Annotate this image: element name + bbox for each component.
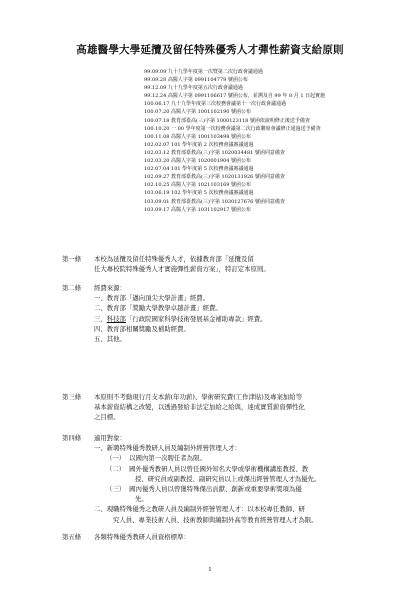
article-body <box>94 283 378 344</box>
article-label: 第四條 <box>62 434 82 442</box>
history-line: 103.06.19 102 學年度第 5 次校務會議審議通過 <box>144 190 254 197</box>
history-line: 99.09.28 高醫人字第 0991104779 號函公布 <box>144 77 248 84</box>
document-title: 高雄醫學大學延攬及留任特殊優秀人才彈性薪資支給原則 <box>76 44 344 56</box>
funding-item-2: 二、教育部「獎勵大學教學卓越計畫」經費。 <box>94 304 222 313</box>
history-line: 102.03.20 高醫人字第 1020001904 號函公布 <box>144 158 252 165</box>
subsection-2: 二、現職特殊優秀之教研人員及編制外經營管理人才：以本校專任教師、研 <box>94 505 305 514</box>
sub-item-text: 以國內第一次聘任者為限。 <box>129 454 206 463</box>
item-prefix: 三、 <box>94 314 107 323</box>
article-label: 第三條 <box>62 393 82 401</box>
sub-item-3 <box>94 484 378 494</box>
sub-item-number: （二） <box>106 464 126 473</box>
sub-item-text: 國外優秀教研人員以曾任國外知名大學或學術機構講座教授、教 <box>129 464 309 473</box>
underlined-agency: 科技部 <box>106 314 126 323</box>
article-text: 本校為延攬及留任特殊優秀人才，依據教育部「延攬及留 <box>94 255 254 263</box>
revision-history <box>144 68 414 214</box>
history-line: 103.09.01 教育部臺教高(三)字第 1030127676 號函同意備查 <box>144 198 285 205</box>
funding-item-3 <box>94 314 378 324</box>
history-line: 102.09.27 教育部臺教高(三)字第 1020131926 號函同意備查 <box>144 174 285 181</box>
article-body <box>94 532 378 542</box>
article-body <box>94 254 378 274</box>
article-intro: 經費來源： <box>94 284 126 292</box>
article-text: 本原則不考動現行月支本薪(年功薪)、學術研究費(工作津貼)及專案加給等 <box>94 393 303 401</box>
article-text: 之目標。 <box>94 413 120 422</box>
funding-item-5: 五、其他。 <box>94 335 126 344</box>
history-line: 100.06.17 九十九學年度第三次校務會議第十一次行政會議通過 <box>144 101 287 108</box>
funding-item-4: 四、教育部相關獎勵及補助經費。 <box>94 324 190 333</box>
history-line: 99.12.09 九十九學年度第五次行政會議通過 <box>144 85 243 92</box>
article-label: 第一條 <box>62 255 82 263</box>
history-line: 102.02.07 101 學年度第 2 次校務會議審議通過 <box>144 141 254 148</box>
article-intro: 適用對象： <box>94 434 126 442</box>
article-label: 第二條 <box>62 284 82 292</box>
subsection-2-cont: 究人員、專業技術人員、技術教師與編制外高等教育經營管理人才為限。 <box>113 515 318 524</box>
article-text: 基本薪資結構之改變，以透過發給非法定加給之給與，達成實質薪資彈性化 <box>94 403 305 412</box>
page-number: 1 <box>208 567 212 573</box>
sub-item-number: （一） <box>106 454 126 463</box>
article-body <box>94 433 378 525</box>
history-line: 99.12.24 高醫人字第 0991106617 號函公布，並溯及自 99 年 8 月 1 日起實施 <box>144 93 326 100</box>
history-line: 100.11.08 高醫人字第 1001103498 號函公布 <box>144 133 252 140</box>
sub-item-number: （三） <box>106 485 126 494</box>
sub-item-text: 先。 <box>135 495 148 504</box>
history-line: 100.07.18 教育部臺高(三)字第 1000123118 號函依說明修正後送予備查 <box>144 117 310 124</box>
sub-item-text: 國內優秀人員以曾獲特殊傑出貢獻、創新或重要學術獎項為優 <box>129 485 302 494</box>
sub-item-2 <box>94 464 378 474</box>
history-line: 103.09.17 高醫人字第 1031102917 號函公布 <box>144 206 252 213</box>
history-line: 102.03.12 教育部臺教高(三)字第 1020034481 號函同意備查 <box>144 149 285 156</box>
article-body <box>94 392 378 423</box>
history-line: 100.10.20 一 00 學年度第一次校務會議第二次行政聯席會議修正通過送予備查 <box>144 125 321 132</box>
sub-item-1 <box>94 453 378 463</box>
article-text: 任大專校院特殊優秀人才實施彈性薪資方案」，特訂定本原則。 <box>94 265 270 274</box>
sub-item-text: 授、研究員或副教授、副研究員以上或傑出經營管理人才為優先。 <box>135 474 321 483</box>
article-text: 各類特殊優秀教研人員資格標準： <box>94 533 190 541</box>
history-line: 99.09.09 九十九學年度第一次暨第二次行政會議通過 <box>144 69 263 75</box>
subsection-1: 一、新聘特殊優秀教研人員及編制外經營管理人才： <box>94 444 241 453</box>
funding-item-1: 一、教育部「邁向頂尖大學計畫」經費。 <box>94 294 210 303</box>
article-label: 第五條 <box>62 533 82 541</box>
history-line: 100.07.20 高醫人字第 1001102190 號函公布 <box>144 109 252 116</box>
history-line: 102.10.25 高醫人字第 1021103169 號函公布 <box>144 182 252 189</box>
item-suffix: 「行政院國家科學技術發展基金補助專款」經費。 <box>125 314 267 323</box>
history-line: 102.07.04 101 學年度第 5 次校務會議審議通過 <box>144 166 254 173</box>
